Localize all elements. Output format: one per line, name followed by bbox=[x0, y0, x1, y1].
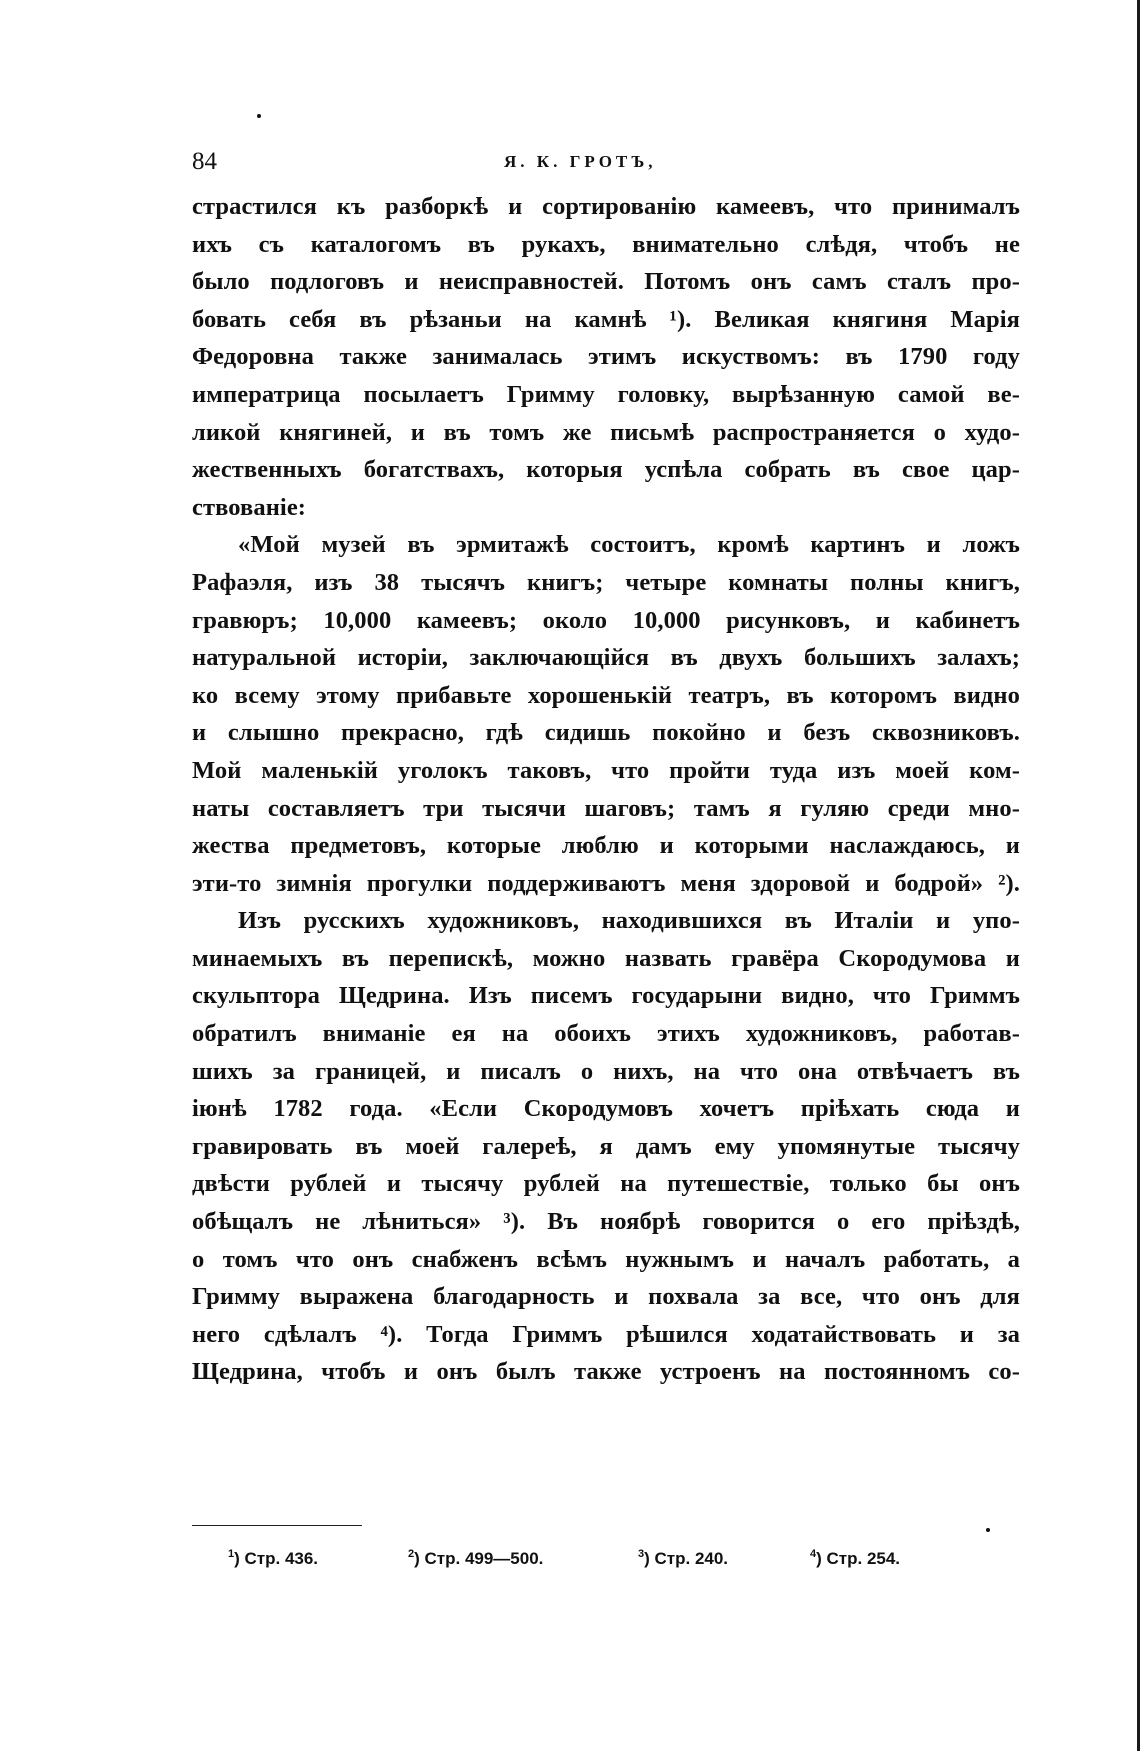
footnote-marker: 2 bbox=[408, 1548, 415, 1560]
text-line: эти-то зимнія прогулки поддерживаютъ меня здоровой и бодрой» ²). bbox=[192, 869, 1020, 897]
footnote-1 bbox=[228, 1548, 318, 1569]
text-line: Мой маленькій уголокъ таковъ, что пройти туда изъ моей ком- bbox=[192, 756, 1020, 784]
scan-speck bbox=[986, 1528, 990, 1532]
text-line: было подлоговъ и неисправностей. Потомъ онъ самъ сталъ про- bbox=[192, 268, 1020, 296]
text-line: ствованіе: bbox=[192, 493, 307, 521]
page-number: 84 bbox=[192, 148, 217, 175]
footnote-3 bbox=[638, 1548, 728, 1569]
page-header bbox=[192, 148, 1020, 182]
text-line: него сдѣлалъ ⁴). Тогда Гриммъ рѣшился ходатайствовать и за bbox=[192, 1320, 1020, 1348]
text-line: двѣсти рублей и тысячу рублей на путешествіе, только бы онъ bbox=[192, 1170, 1020, 1198]
text-line: ликой княгиней, и въ томъ же письмѣ распространяется о худо- bbox=[192, 418, 1020, 446]
text-line: минаемыхъ въ перепискѣ, можно назвать гравёра Скородумова и bbox=[192, 944, 1020, 972]
text-line: бовать себя въ рѣзаньи на камнѣ ¹). Великая княгиня Марія bbox=[192, 305, 1020, 333]
text-line: и слышно прекрасно, гдѣ сидишь покойно и безъ сквозниковъ. bbox=[192, 719, 1020, 747]
footnote-2 bbox=[408, 1548, 543, 1569]
scan-speck bbox=[257, 114, 261, 118]
text-line: Федоровна также занималась этимъ искуствомъ: въ 1790 году bbox=[192, 343, 1020, 371]
text-line: Изъ русскихъ художниковъ, находившихся въ Италіи и упо- bbox=[238, 907, 1020, 935]
footnote-text: ) Стр. 499—500. bbox=[414, 1549, 544, 1568]
text-line: гравюръ; 10,000 камеевъ; около 10,000 рисунковъ, и кабинетъ bbox=[192, 606, 1020, 634]
text-line: жества предметовъ, которые люблю и которыми наслаждаюсь, и bbox=[192, 832, 1020, 860]
text-line: о томъ что онъ снабженъ всѣмъ нужнымъ и началъ работать, а bbox=[192, 1245, 1020, 1273]
text-line: Рафаэля, изъ 38 тысячъ книгъ; четыре комнаты полны книгъ, bbox=[192, 568, 1020, 596]
text-line: ко всему этому прибавьте хорошенькій театръ, въ которомъ видно bbox=[192, 681, 1020, 709]
footnote-marker: 3 bbox=[638, 1548, 645, 1560]
text-line: обратилъ вниманіе ея на обоихъ этихъ художниковъ, работав- bbox=[192, 1020, 1020, 1048]
text-line: Гримму выражена благодарность и похвала за все, что онъ для bbox=[192, 1283, 1020, 1311]
footnotes bbox=[192, 1548, 1012, 1588]
footnote-marker: 4 bbox=[810, 1548, 817, 1560]
body-text bbox=[192, 188, 1020, 1391]
text-line: скульптора Щедрина. Изъ писемъ государыни видно, что Гриммъ bbox=[192, 982, 1020, 1010]
text-line: натуральной исторіи, заключающійся въ двухъ большихъ залахъ; bbox=[192, 644, 1020, 672]
footnote-divider bbox=[192, 1525, 362, 1526]
text-line: «Мой музей въ эрмитажѣ состоитъ, кромѣ картинъ и ложъ bbox=[238, 531, 1020, 559]
footnote-text: ) Стр. 240. bbox=[644, 1549, 729, 1568]
text-line: императрица посылаетъ Гримму головку, вырѣзанную самой ве- bbox=[192, 380, 1020, 408]
text-line: ихъ съ каталогомъ въ рукахъ, внимательно слѣдя, чтобъ не bbox=[192, 230, 1020, 258]
text-line: гравировать въ моей галереѣ, я дамъ ему упомянутые тысячу bbox=[192, 1132, 1020, 1160]
text-line: іюнѣ 1782 года. «Если Скородумовъ хочетъ пріѣхать сюда и bbox=[192, 1095, 1020, 1123]
footnote-4 bbox=[810, 1548, 900, 1569]
text-line: жественныхъ богатствахъ, которыя успѣла собрать въ свое цар- bbox=[192, 456, 1020, 484]
footnote-text: ) Стр. 254. bbox=[816, 1549, 901, 1568]
running-head: Я. К. ГРОТЪ, bbox=[504, 152, 657, 171]
text-line: страстился къ разборкѣ и сортированію камеевъ, что принималъ bbox=[192, 193, 1020, 220]
text-line: Щедрина, чтобъ и онъ былъ также устроенъ на постоянномъ со- bbox=[192, 1358, 1020, 1386]
footnote-text: ) Стр. 436. bbox=[234, 1549, 319, 1568]
text-line: шихъ за границей, и писалъ о нихъ, на что она отвѣчаетъ въ bbox=[192, 1057, 1020, 1085]
text-line: обѣщалъ не лѣниться» ³). Въ ноябрѣ говорится о его пріѣздѣ, bbox=[192, 1208, 1020, 1236]
footnote-marker: 1 bbox=[228, 1548, 235, 1560]
text-line: наты составляетъ три тысячи шаговъ; тамъ я гуляю среди мно- bbox=[192, 794, 1020, 822]
